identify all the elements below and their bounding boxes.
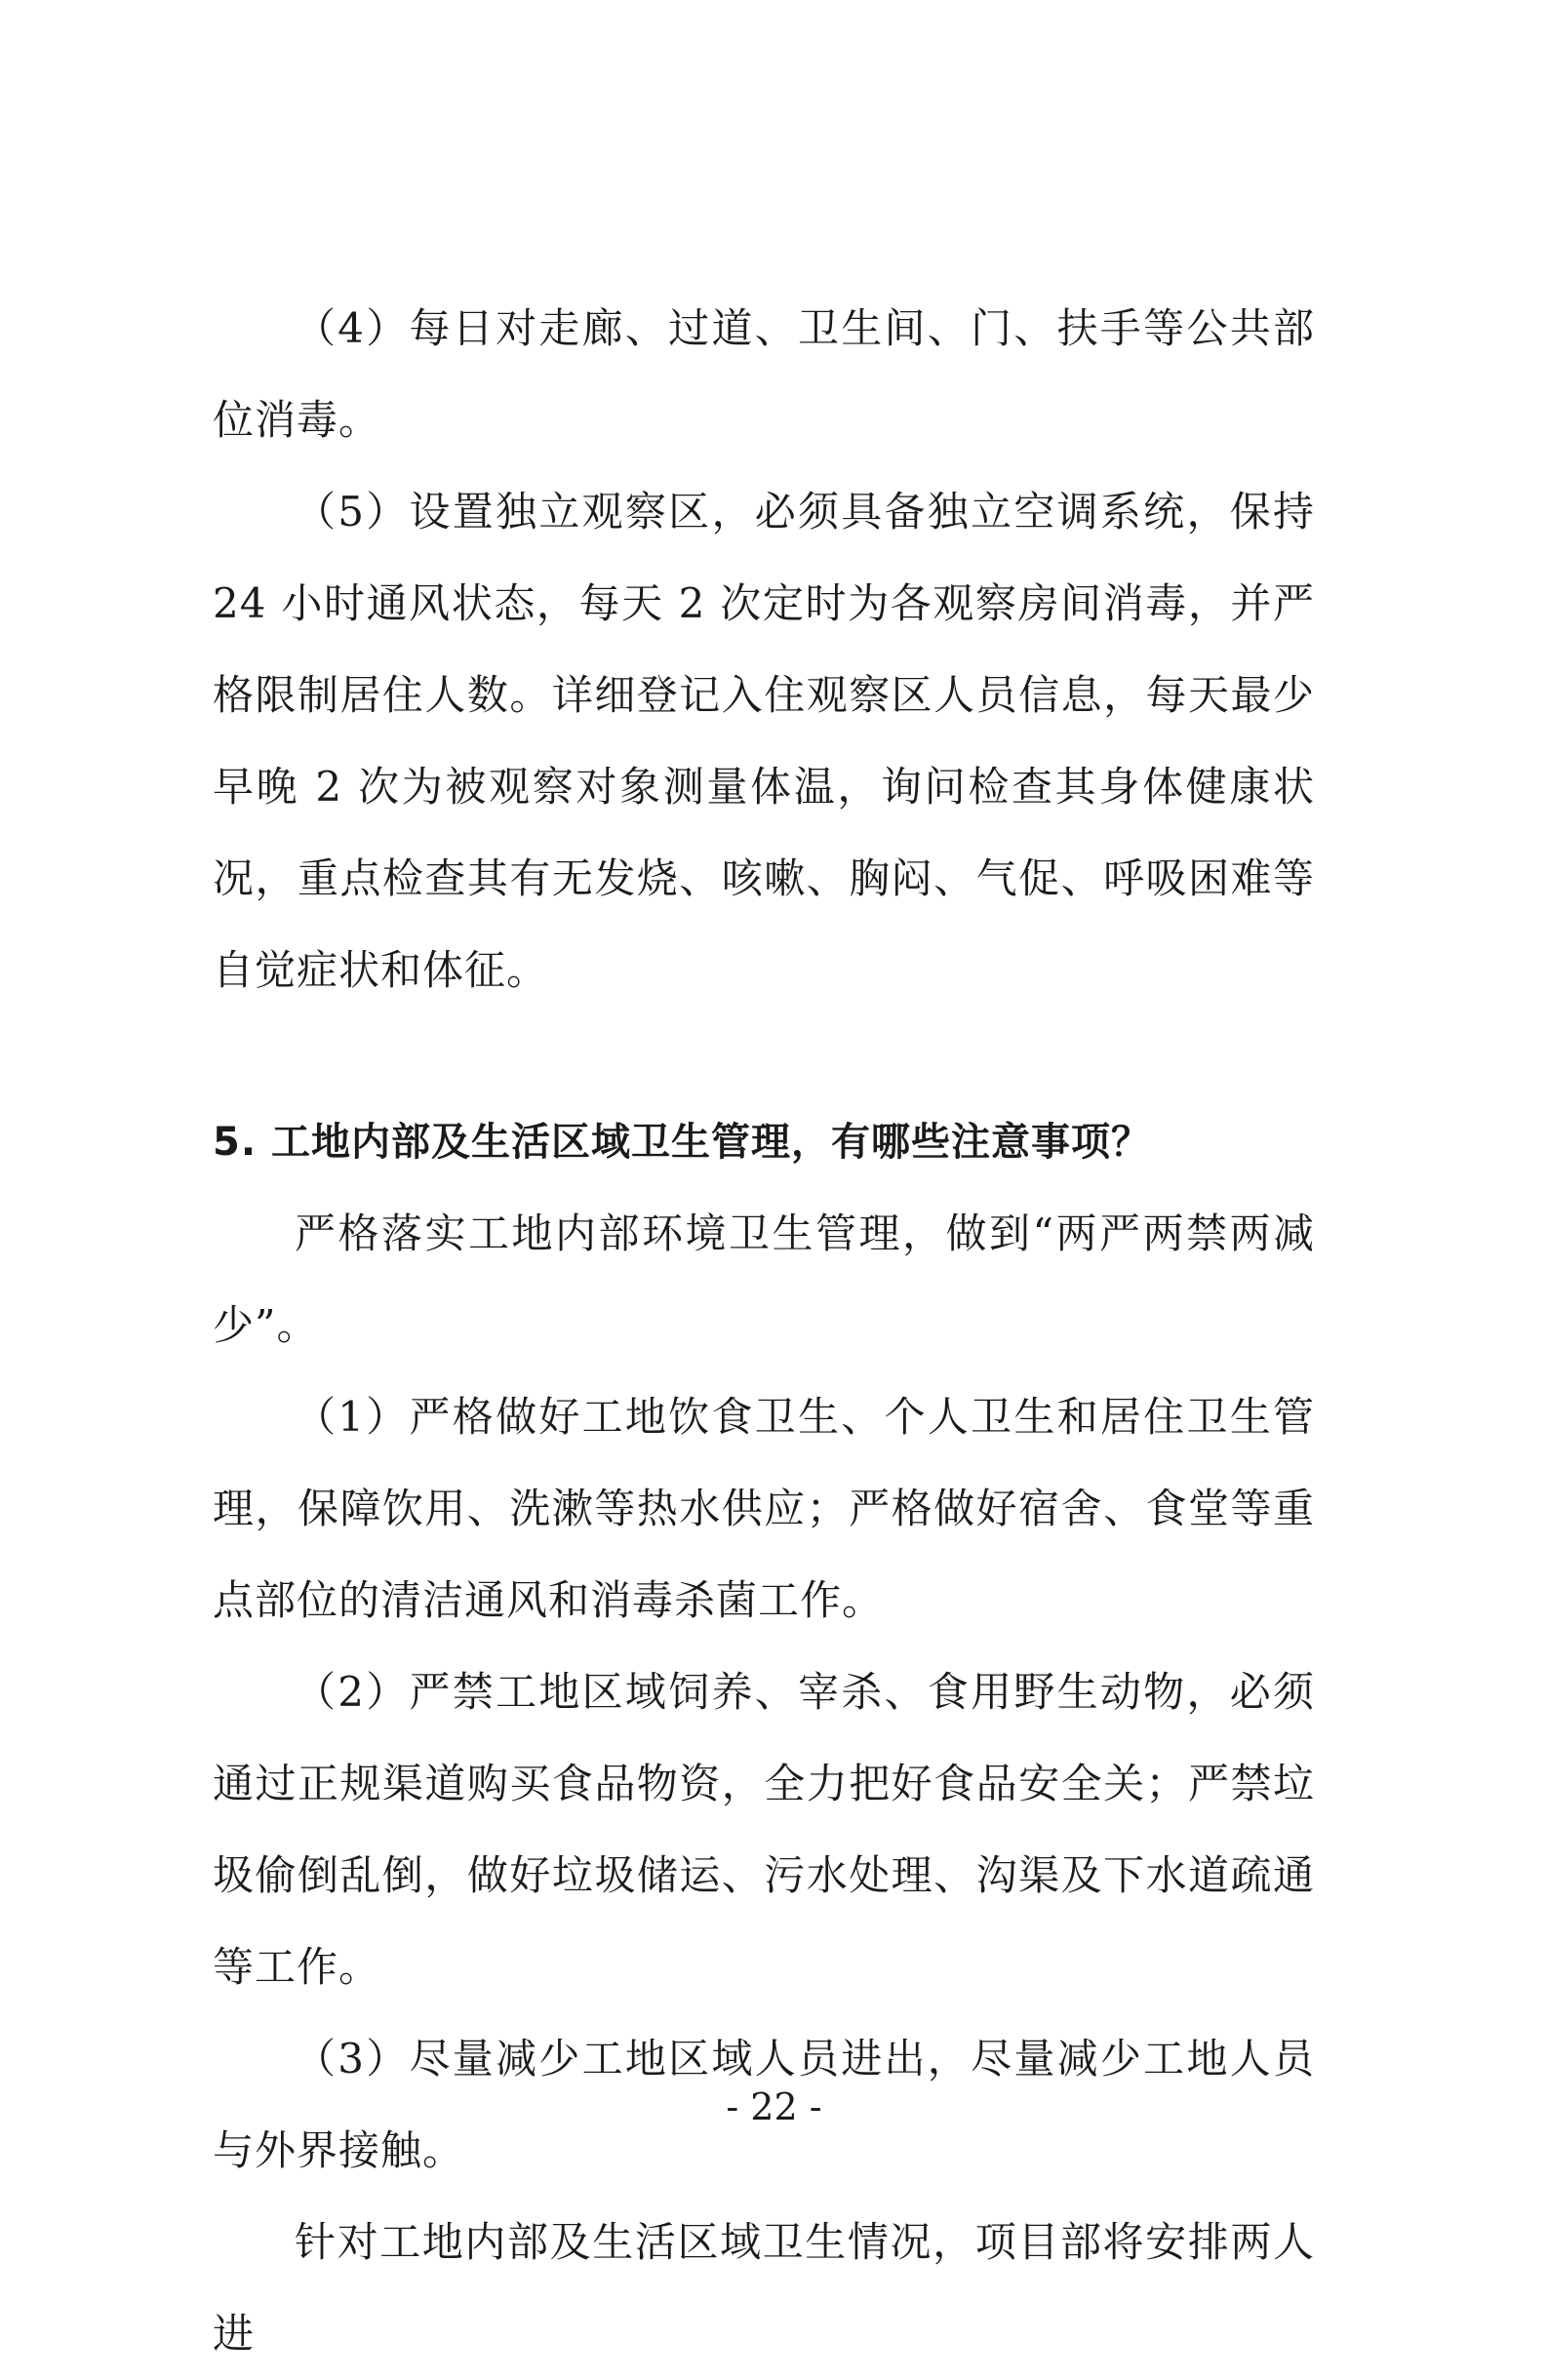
paragraph-intro: 严格落实工地内部环境卫生管理，做到“两严两禁两减少”。 [213, 1210, 1315, 1349]
section-heading: 5. 工地内部及生活区域卫生管理，有哪些注意事项？ [213, 1120, 1151, 1165]
page-number: - 22 - [726, 2085, 822, 2128]
paragraph-item-3: （3）尽量减少工地区域人员进出，尽量减少工地人员与外界接触。 [213, 2035, 1315, 2174]
page-content [213, 283, 1315, 2380]
paragraph-item-4: （4）每日对走廊、过道、卫生间、门、扶手等公共部位消毒。 [213, 304, 1315, 444]
section-spacer [213, 1016, 1315, 1096]
paragraph-closing: 针对工地内部及生活区域卫生情况，项目部将安排两人进 [213, 2218, 1315, 2358]
paragraph-item-1: （1）严格做好工地饮食卫生、个人卫生和居住卫生管理，保障饮用、洗漱等热水供应；严格做好宿舍、食堂等重点部位的清洁通风和消毒杀菌工作。 [213, 1393, 1315, 1624]
paragraph-item-2: （2）严禁工地区域饲养、宰杀、食用野生动物，必须通过正规渠道购买食品物资，全力把好食品安全关；严禁垃圾偷倒乱倒，做好垃圾储运、污水处理、沟渠及下水道疏通等工作。 [213, 1668, 1315, 1991]
paragraph-item-5: （5）设置独立观察区，必须具备独立空调系统，保持 24 小时通风状态，每天 2 次定时为各观察房间消毒，并严格限制居住人数。详细登记入住观察区人员信息，每天最少早晚 2 次为被观察对象测量体温，询问检查其身体健康状况，重点检查其有无发烧、咳嗽、胸闷、气促、呼吸困难等自觉症状和体征。 [213, 488, 1315, 994]
